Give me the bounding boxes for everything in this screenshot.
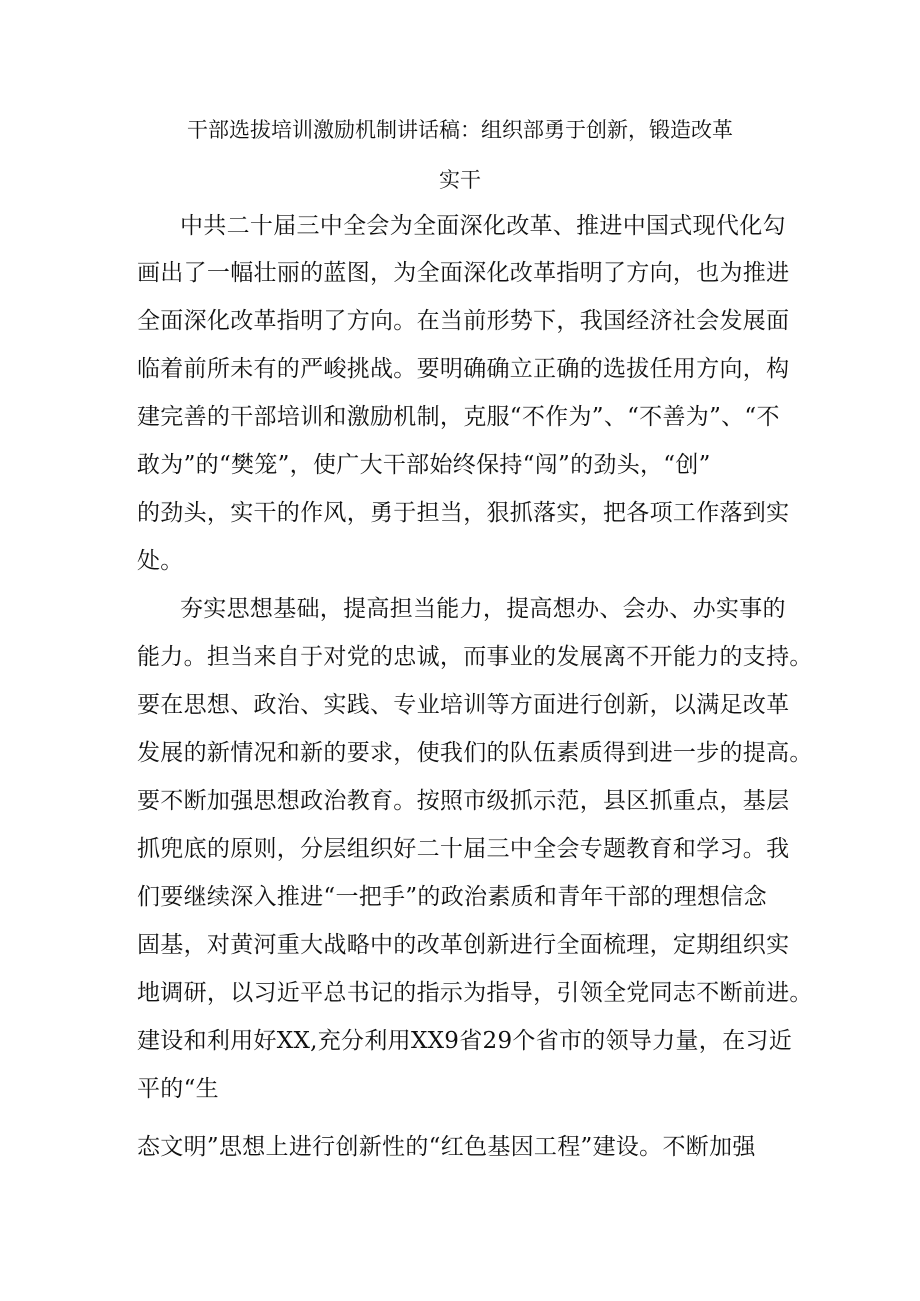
paragraph-line: 画出了一幅壮丽的蓝图，为全面深化改革指明了方向，也为推进 xyxy=(137,260,790,286)
paragraph-line: 固基，对黄河重大战略中的改革创新进行全面梳理，定期组织实 xyxy=(137,932,790,958)
paragraph-line: 抓兜底的原则，分层组织好二十届三中全会专题教育和学习。我 xyxy=(137,836,790,862)
paragraph-line: 平的“生 xyxy=(137,1076,219,1102)
paragraph-line: 中共二十届三中全会为全面深化改革、推进中国式现代化勾 xyxy=(180,213,786,239)
paragraph-line: 夯实思想基础，提高担当能力，提高想办、会办、办实事的 xyxy=(180,596,786,622)
paragraph-line: 建完善的干部培训和激励机制，克服“不作为”、“不善为”、“不 xyxy=(137,404,780,430)
paragraph-line: 要不断加强思想政治教育。按照市级抓示范，县区抓重点，基层 xyxy=(137,788,790,814)
paragraph-line: 要在思想、政治、实践、专业培训等方面进行创新，以满足改革 xyxy=(137,692,790,718)
paragraph-line: 的劲头，实干的作风，勇于担当，狠抓落实，把各项工作落到实 xyxy=(137,500,790,526)
paragraph-line: 处。 xyxy=(137,548,184,574)
paragraph-line: 们要继续深入推进“一把手”的政治素质和青年干部的理想信念 xyxy=(137,884,767,910)
paragraph-line: 全面深化改革指明了方向。在当前形势下，我国经济社会发展面 xyxy=(137,308,790,334)
paragraph-line: 建设和利用好XX,充分利用XX9省29个省市的领导力量，在习近 xyxy=(137,1028,793,1054)
paragraph-line: 态文明”思想上进行创新性的“红色基因工程”建设。不断加强 xyxy=(137,1134,756,1160)
paragraph-line: 敢为”的“樊笼”，使广大干部始终保持“闯”的劲头，“创” xyxy=(137,452,711,478)
document-title-line-1: 干部选拔培训激励机制讲话稿：组织部勇于创新，锻造改革 xyxy=(187,118,733,142)
paragraph-line: 发展的新情况和新的要求，使我们的队伍素质得到进一步的提高。 xyxy=(137,740,813,766)
document-title-line-2: 实干 xyxy=(439,168,481,192)
paragraph-line: 临着前所未有的严峻挑战。要明确确立正确的选拔任用方向，构 xyxy=(137,356,790,382)
paragraph-line: 能力。担当来自于对党的忠诚，而事业的发展离不开能力的支持。 xyxy=(137,644,813,670)
paragraph-line: 地调研，以习近平总书记的指示为指导，引领全党同志不断前进。 xyxy=(137,980,813,1006)
